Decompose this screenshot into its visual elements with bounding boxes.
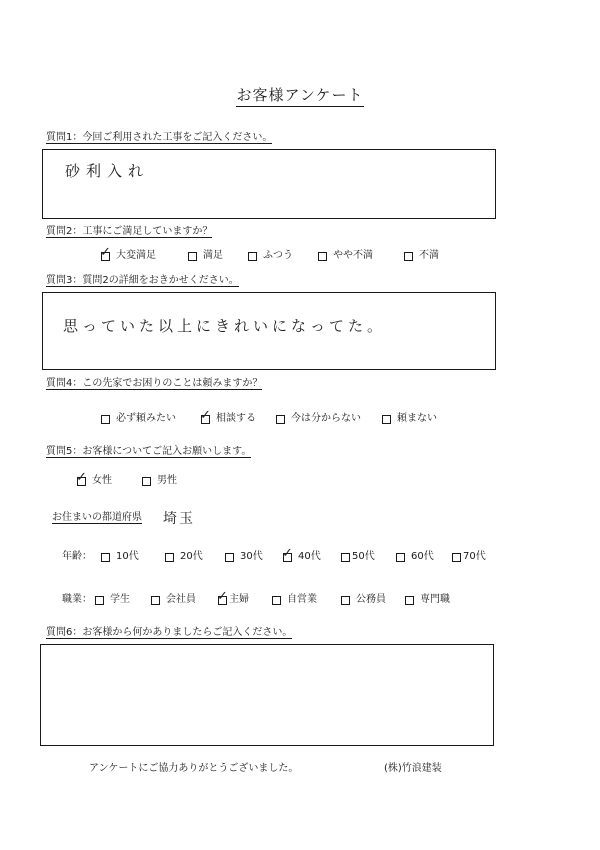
checkbox[interactable] bbox=[272, 596, 281, 605]
job-option-homemaker[interactable]: ✓ 主婦 bbox=[217, 588, 249, 605]
q4-option-consult[interactable]: ✓ 相談する bbox=[200, 407, 256, 424]
checkbox[interactable] bbox=[276, 415, 285, 424]
gender-option-female[interactable]: ✓ 女性 bbox=[76, 469, 112, 486]
checkbox[interactable] bbox=[165, 553, 174, 562]
job-option-student[interactable]: 学生 bbox=[95, 594, 130, 606]
footer-thanks: アンケートにご協力ありがとうございました。 bbox=[89, 763, 299, 774]
q2-option-somewhat-dissatisfied[interactable]: やや不満 bbox=[318, 250, 373, 262]
question-1-answer-box[interactable] bbox=[42, 149, 496, 219]
checkbox[interactable] bbox=[101, 553, 110, 562]
checkmark-icon: ✓ bbox=[200, 407, 211, 423]
age-label: 年齢： bbox=[62, 551, 92, 562]
checkbox[interactable] bbox=[452, 553, 461, 562]
checkmark-icon: ✓ bbox=[100, 244, 111, 260]
checkbox[interactable] bbox=[318, 252, 327, 261]
age-option-20s[interactable]: 20代 bbox=[165, 551, 203, 563]
age-option-40s[interactable]: ✓ 40代 bbox=[282, 545, 321, 562]
q4-option-unsure[interactable]: 今は分からない bbox=[276, 413, 361, 425]
question-3-label: 質問3：質問2の詳細をおきかせください。 bbox=[46, 275, 239, 286]
checkbox[interactable] bbox=[405, 596, 414, 605]
checkbox[interactable] bbox=[225, 553, 234, 562]
checkbox[interactable] bbox=[341, 553, 350, 562]
question-4-label: 質問4：この先家でお困りのことは頼みますか？ bbox=[46, 378, 263, 389]
age-option-70s[interactable]: 70代 bbox=[452, 551, 486, 563]
checkbox[interactable] bbox=[95, 596, 104, 605]
question-3-handwritten-answer: 思っていた以上にきれいになってた。 bbox=[63, 317, 387, 335]
job-label: 職業： bbox=[62, 594, 92, 605]
checkbox[interactable] bbox=[151, 596, 160, 605]
q2-option-dissatisfied[interactable]: 不満 bbox=[404, 250, 439, 262]
q2-option-very-satisfied[interactable]: ✓ 大変満足 bbox=[100, 244, 156, 261]
footer-company: (株)竹浪建装 bbox=[384, 763, 442, 774]
age-option-50s[interactable]: 50代 bbox=[341, 551, 375, 563]
checkbox[interactable] bbox=[101, 415, 110, 424]
checkmark-icon: ✓ bbox=[76, 469, 87, 485]
question-6-label: 質問6：お客様から何かありましたらご記入ください。 bbox=[46, 627, 293, 638]
checkbox[interactable] bbox=[382, 415, 391, 424]
question-6-answer-box[interactable] bbox=[40, 644, 494, 746]
q2-option-neutral[interactable]: ふつう bbox=[248, 250, 293, 262]
survey-title-text: お客様アンケート bbox=[236, 86, 363, 107]
question-1-handwritten-answer: 砂利入れ bbox=[65, 162, 150, 180]
prefecture-handwritten-answer: 埼玉 bbox=[163, 511, 195, 527]
checkbox[interactable] bbox=[217, 588, 228, 605]
checkmark-icon: ✓ bbox=[217, 588, 228, 604]
checkbox[interactable] bbox=[100, 244, 111, 261]
job-option-self-employed[interactable]: 自営業 bbox=[272, 594, 317, 606]
checkbox[interactable] bbox=[76, 469, 87, 486]
checkbox[interactable] bbox=[142, 477, 151, 486]
q4-option-no[interactable]: 頼まない bbox=[382, 413, 437, 425]
gender-option-male[interactable]: 男性 bbox=[142, 475, 177, 487]
prefecture-label: お住まいの都道府県 bbox=[52, 512, 142, 523]
checkbox[interactable] bbox=[282, 545, 293, 562]
age-option-10s[interactable]: 10代 bbox=[101, 551, 139, 563]
checkbox[interactable] bbox=[404, 252, 413, 261]
job-option-civil-servant[interactable]: 公務員 bbox=[341, 594, 386, 606]
question-2-label: 質問2：工事にご満足していますか？ bbox=[46, 226, 213, 237]
age-option-60s[interactable]: 60代 bbox=[396, 551, 434, 563]
checkbox[interactable] bbox=[248, 252, 257, 261]
age-option-30s[interactable]: 30代 bbox=[225, 551, 263, 563]
question-1-label: 質問1：今回ご利用された工事をご記入ください。 bbox=[46, 132, 273, 143]
q2-option-satisfied[interactable]: 満足 bbox=[188, 250, 223, 262]
question-3-answer-box[interactable] bbox=[42, 292, 496, 370]
checkbox[interactable] bbox=[396, 553, 405, 562]
checkbox[interactable] bbox=[341, 596, 350, 605]
checkbox[interactable] bbox=[188, 252, 197, 261]
job-option-specialist[interactable]: 専門職 bbox=[405, 594, 450, 606]
checkbox[interactable] bbox=[200, 407, 211, 424]
checkmark-icon: ✓ bbox=[282, 545, 293, 561]
survey-title bbox=[0, 84, 600, 105]
q4-option-definitely[interactable]: 必ず頼みたい bbox=[101, 413, 176, 425]
job-option-office-worker[interactable]: 会社員 bbox=[151, 594, 196, 606]
question-5-label: 質問5：お客様についてご記入お願いします。 bbox=[46, 446, 252, 457]
